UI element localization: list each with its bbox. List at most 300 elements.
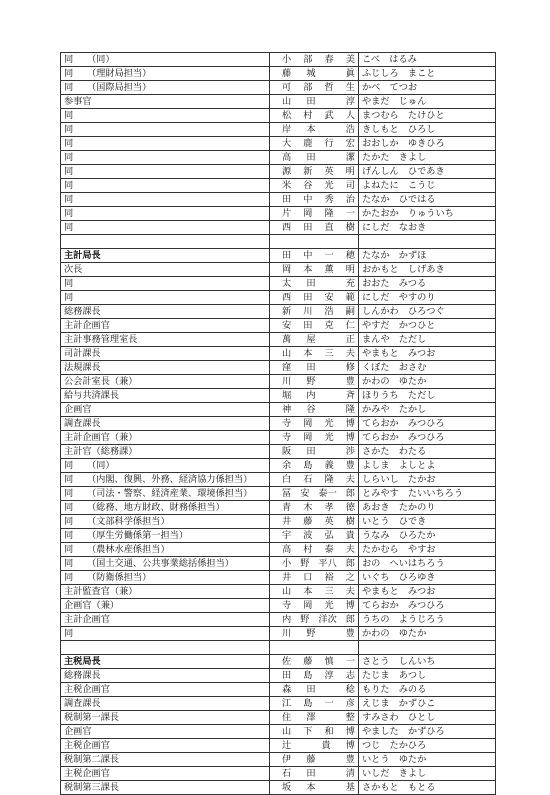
roster-row: [61, 669, 496, 683]
position-cell: 主計事務管理室長: [61, 333, 270, 347]
empty-cell: [359, 235, 496, 249]
name-char: 岡: [303, 208, 313, 219]
reading-cell: うなみ ひろたか: [359, 529, 496, 543]
name-char: 泰一: [318, 488, 337, 499]
name-characters: [270, 347, 358, 360]
name-char: 春: [324, 54, 334, 65]
position-cell: 主計局長: [61, 249, 270, 263]
name-char: 田: [282, 194, 292, 205]
name-cell: [270, 81, 359, 95]
position-cell: 調査課長: [61, 697, 270, 711]
position-cell: 同: [61, 277, 270, 291]
reading-cell: にしだ やすのり: [359, 291, 496, 305]
name-char: 源: [282, 166, 292, 177]
name-char: 夫: [345, 348, 355, 359]
name-char: 一: [345, 656, 355, 667]
name-characters: [270, 95, 358, 108]
name-char: 岡: [303, 600, 313, 611]
name-char: 島: [303, 698, 313, 709]
name-char: 夫: [345, 544, 355, 555]
name-characters: [270, 389, 358, 402]
reading-cell: たなか かずほ: [359, 249, 496, 263]
name-char: 光: [324, 180, 334, 191]
name-char: 彦: [345, 698, 355, 709]
name-char: 藤: [303, 656, 313, 667]
name-char: 辻: [282, 740, 292, 751]
reading-cell: いとう ひでき: [359, 515, 496, 529]
name-char: 大: [282, 138, 292, 149]
personnel-roster-table: [60, 52, 496, 795]
reading-cell: えじま かずひこ: [359, 697, 496, 711]
position-cell: 企画官: [61, 403, 270, 417]
name-cell: [270, 753, 359, 767]
position-cell: 主計企画官（兼）: [61, 431, 270, 445]
roster-row: [61, 501, 496, 515]
name-char: 三: [324, 586, 334, 597]
name-char: 白: [282, 474, 292, 485]
position-cell: 調査課長: [61, 417, 270, 431]
name-char: 川: [282, 628, 292, 639]
name-cell: [270, 473, 359, 487]
name-char: 内: [306, 390, 316, 401]
name-char: 郎: [345, 558, 355, 569]
name-characters: [270, 697, 358, 710]
name-characters: [270, 109, 358, 122]
name-char: 山: [282, 726, 292, 737]
name-char: 松: [282, 110, 292, 121]
position-cell: 同 （司法・警察、経済産業、環境係担当）: [61, 487, 270, 501]
name-char: 人: [345, 110, 355, 121]
position-cell: 主計官（総務課）: [61, 445, 270, 459]
reading-cell: つじ たかひろ: [359, 739, 496, 753]
name-char: 口: [303, 572, 313, 583]
name-char: 英: [324, 516, 334, 527]
name-char: 克: [324, 320, 334, 331]
name-characters: [270, 361, 358, 374]
name-characters: [270, 81, 358, 94]
name-char: 田: [306, 684, 316, 695]
name-char: 明: [345, 166, 355, 177]
name-cell: [270, 557, 359, 571]
reading-cell: かたおか りゅういち: [359, 207, 496, 221]
name-char: 川: [303, 306, 313, 317]
name-char: 夫: [345, 586, 355, 597]
name-char: 屋: [306, 334, 316, 345]
name-cell: [270, 137, 359, 151]
name-char: 野: [300, 614, 310, 625]
spacer-row: [61, 235, 496, 249]
reading-cell: やました かずひろ: [359, 725, 496, 739]
name-cell: [270, 403, 359, 417]
name-char: 範: [345, 292, 355, 303]
position-cell: 同: [61, 179, 270, 193]
name-cell: [270, 277, 359, 291]
roster-row: [61, 165, 496, 179]
name-char: 本: [303, 264, 313, 275]
name-characters: [270, 473, 358, 486]
name-char: 渉: [345, 446, 355, 457]
name-cell: [270, 95, 359, 109]
name-char: 宇: [282, 530, 292, 541]
name-characters: [270, 305, 358, 318]
roster-row: [61, 67, 496, 81]
roster-row: [61, 543, 496, 557]
name-characters: [270, 67, 358, 80]
position-cell: 税制第三課長: [61, 781, 270, 795]
name-char: 寺: [282, 600, 292, 611]
name-char: 潔: [345, 152, 355, 163]
name-char: 川: [282, 376, 292, 387]
name-cell: [270, 585, 359, 599]
name-char: 田: [282, 250, 292, 261]
roster-row: [61, 319, 496, 333]
name-char: 司: [345, 180, 355, 191]
name-cell: [270, 529, 359, 543]
empty-cell: [61, 235, 270, 249]
name-cell: [270, 459, 359, 473]
position-cell: 同: [61, 151, 270, 165]
roster-row: [61, 221, 496, 235]
empty-cell: [270, 641, 359, 655]
name-char: 淳: [324, 670, 334, 681]
reading-cell: かわの ゆたか: [359, 375, 496, 389]
name-char: 豊: [345, 460, 355, 471]
roster-row: [61, 711, 496, 725]
name-char: 藤: [282, 68, 292, 79]
position-cell: 同: [61, 627, 270, 641]
name-characters: [270, 333, 358, 346]
name-cell: [270, 361, 359, 375]
name-char: 岡: [303, 432, 313, 443]
position-cell: 同: [61, 109, 270, 123]
roster-row: [61, 473, 496, 487]
reading-cell: にしだ なおき: [359, 221, 496, 235]
position-cell: 同 （国土交通、公共事業総括係担当）: [61, 557, 270, 571]
name-characters: [270, 263, 358, 276]
name-char: 平八: [318, 558, 337, 569]
name-cell: [270, 221, 359, 235]
name-char: 部: [303, 82, 313, 93]
position-cell: 同: [61, 165, 270, 179]
reading-cell: しらいし たかお: [359, 473, 496, 487]
name-char: 岡: [303, 418, 313, 429]
position-cell: 主計企画官: [61, 613, 270, 627]
name-char: 稔: [345, 684, 355, 695]
name-char: 隆: [324, 208, 334, 219]
name-char: 岡: [282, 264, 292, 275]
name-char: 樹: [345, 516, 355, 527]
name-char: 徳: [345, 502, 355, 513]
name-characters: [270, 179, 358, 192]
name-char: 青: [282, 502, 292, 513]
name-cell: [270, 109, 359, 123]
name-char: 田: [303, 222, 313, 233]
position-cell: 同 （同）: [61, 459, 270, 473]
name-characters: [270, 151, 358, 164]
name-char: 夫: [345, 474, 355, 485]
roster-row: [61, 333, 496, 347]
roster-row: [61, 249, 496, 263]
name-cell: [270, 711, 359, 725]
name-characters: [270, 571, 358, 584]
name-char: 田: [303, 292, 313, 303]
roster-row: [61, 487, 496, 501]
roster-row: [61, 655, 496, 669]
name-cell: [270, 767, 359, 781]
name-char: 高: [282, 152, 292, 163]
reading-cell: おおしか ゆきひろ: [359, 137, 496, 151]
name-char: 博: [345, 432, 355, 443]
name-char: 英: [324, 166, 334, 177]
position-cell: 公会計室長（兼）: [61, 375, 270, 389]
name-characters: [270, 753, 358, 766]
name-characters: [270, 431, 358, 444]
name-char: 野: [300, 558, 310, 569]
reading-cell: さとう しんいち: [359, 655, 496, 669]
roster-row: [61, 95, 496, 109]
name-char: 小: [282, 558, 292, 569]
name-cell: [270, 669, 359, 683]
reading-cell: てらおか みつひろ: [359, 417, 496, 431]
roster-row: [61, 417, 496, 431]
reading-cell: たかた きよし: [359, 151, 496, 165]
name-characters: [270, 781, 358, 794]
name-char: 本: [303, 348, 313, 359]
name-char: 淳: [345, 96, 355, 107]
name-characters: [270, 403, 358, 416]
position-cell: 税制第二課長: [61, 753, 270, 767]
reading-cell: やまもと みつお: [359, 585, 496, 599]
name-char: 豊: [345, 376, 355, 387]
position-cell: 同: [61, 123, 270, 137]
name-cell: [270, 697, 359, 711]
reading-cell: もりた みのる: [359, 683, 496, 697]
name-cell: [270, 627, 359, 641]
name-char: 慎: [324, 656, 334, 667]
name-char: 堀: [282, 390, 292, 401]
name-char: 貴: [321, 740, 331, 751]
position-cell: 同 （内閣、復興、外務、経済協力係担当）: [61, 473, 270, 487]
name-char: 安: [300, 488, 310, 499]
name-char: 田: [306, 152, 316, 163]
name-char: 光: [324, 600, 334, 611]
empty-cell: [359, 641, 496, 655]
name-char: 島: [303, 460, 313, 471]
reading-cell: げんしん ひであき: [359, 165, 496, 179]
name-characters: [270, 515, 358, 528]
name-char: 正: [345, 334, 355, 345]
name-char: 行: [324, 138, 334, 149]
name-cell: [270, 515, 359, 529]
name-char: 浩: [324, 306, 334, 317]
roster-row: [61, 613, 496, 627]
name-char: 田: [306, 278, 316, 289]
name-char: 冨: [282, 488, 292, 499]
position-cell: 参事官: [61, 95, 270, 109]
name-cell: [270, 291, 359, 305]
position-cell: 同: [61, 137, 270, 151]
position-cell: 同 （農林水産係担当）: [61, 543, 270, 557]
name-char: 嗣: [345, 306, 355, 317]
name-cell: [270, 501, 359, 515]
position-cell: 企画官（兼）: [61, 599, 270, 613]
name-char: 本: [306, 782, 316, 793]
name-char: 博: [345, 418, 355, 429]
name-char: 一: [324, 698, 334, 709]
position-cell: 同: [61, 221, 270, 235]
name-cell: [270, 389, 359, 403]
position-cell: 税制第一課長: [61, 711, 270, 725]
name-char: 新: [282, 306, 292, 317]
name-cell: [270, 263, 359, 277]
reading-cell: さかた わたる: [359, 445, 496, 459]
name-characters: [270, 207, 358, 220]
reading-cell: かみや たかし: [359, 403, 496, 417]
name-char: 之: [345, 572, 355, 583]
name-cell: [270, 599, 359, 613]
reading-cell: おかもと しげあき: [359, 263, 496, 277]
name-char: 森: [282, 684, 292, 695]
name-char: 木: [303, 502, 313, 513]
reading-cell: とみやす たいいちろう: [359, 487, 496, 501]
name-characters: [270, 487, 358, 500]
position-cell: 同 （理財局担当）: [61, 67, 270, 81]
roster-row: [61, 445, 496, 459]
name-characters: [270, 683, 358, 696]
name-characters: [270, 249, 358, 262]
name-cell: [270, 347, 359, 361]
name-characters: [270, 627, 358, 640]
name-char: 高: [282, 544, 292, 555]
name-char: 田: [282, 670, 292, 681]
name-char: 藤: [303, 516, 313, 527]
name-char: 内: [282, 614, 292, 625]
roster-row: [61, 459, 496, 473]
name-characters: [270, 123, 358, 136]
name-char: 江: [282, 698, 292, 709]
name-characters: [270, 375, 358, 388]
name-char: 博: [345, 600, 355, 611]
roster-row: [61, 193, 496, 207]
name-char: 樹: [345, 222, 355, 233]
name-characters: [270, 585, 358, 598]
name-cell: [270, 739, 359, 753]
name-cell: [270, 417, 359, 431]
name-char: 田: [306, 446, 316, 457]
name-char: 弘: [324, 530, 334, 541]
name-characters: [270, 221, 358, 234]
name-char: 充: [345, 278, 355, 289]
roster-row: [61, 179, 496, 193]
roster-row: [61, 515, 496, 529]
roster-row: [61, 557, 496, 571]
name-characters: [270, 557, 358, 570]
roster-row: [61, 263, 496, 277]
name-cell: [270, 571, 359, 585]
name-char: 佐: [282, 656, 292, 667]
name-char: 余: [282, 460, 292, 471]
name-char: 村: [303, 544, 313, 555]
position-cell: 主税企画官: [61, 739, 270, 753]
name-char: 武: [324, 110, 334, 121]
name-char: 治: [345, 194, 355, 205]
position-cell: 主計企画官: [61, 319, 270, 333]
name-char: 直: [324, 222, 334, 233]
position-cell: 次長: [61, 263, 270, 277]
name-char: 一: [345, 208, 355, 219]
reading-cell: あおき たかのり: [359, 501, 496, 515]
reading-cell: くぼた おさむ: [359, 361, 496, 375]
roster-row: [61, 431, 496, 445]
reading-cell: ふじしろ まこと: [359, 67, 496, 81]
name-characters: [270, 669, 358, 682]
position-cell: 同 （総務、地方財政、財務係担当）: [61, 501, 270, 515]
name-char: 石: [282, 768, 292, 779]
position-cell: 同: [61, 207, 270, 221]
name-char: 本: [306, 124, 316, 135]
name-char: 志: [345, 670, 355, 681]
position-cell: 法規課長: [61, 361, 270, 375]
name-char: 萬: [282, 334, 292, 345]
name-cell: [270, 725, 359, 739]
reading-cell: こべ はるみ: [359, 53, 496, 67]
roster-row: [61, 739, 496, 753]
name-cell: [270, 543, 359, 557]
name-characters: [270, 529, 358, 542]
roster-row: [61, 137, 496, 151]
name-char: 岸: [282, 124, 292, 135]
name-char: 泰: [324, 544, 334, 555]
reading-cell: てらおか みつひろ: [359, 599, 496, 613]
roster-row: [61, 585, 496, 599]
name-char: 阪: [282, 446, 292, 457]
name-char: 片: [282, 208, 292, 219]
roster-row: [61, 81, 496, 95]
name-cell: [270, 319, 359, 333]
name-char: 西: [282, 292, 292, 303]
roster-row: [61, 697, 496, 711]
position-cell: 同 （防衛係担当）: [61, 571, 270, 585]
roster-row: [61, 53, 496, 67]
name-char: 隆: [324, 474, 334, 485]
name-char: 明: [345, 264, 355, 275]
name-char: 貴: [345, 530, 355, 541]
reading-cell: まんや ただし: [359, 333, 496, 347]
name-char: 修: [345, 362, 355, 373]
name-char: 孝: [324, 502, 334, 513]
position-cell: 同: [61, 193, 270, 207]
roster-row: [61, 375, 496, 389]
name-characters: [270, 711, 358, 724]
name-characters: [270, 543, 358, 556]
spacer-row: [61, 641, 496, 655]
name-characters: [270, 319, 358, 332]
name-char: 可: [282, 82, 292, 93]
name-char: 本: [303, 586, 313, 597]
name-char: 石: [303, 474, 313, 485]
name-char: 坂: [282, 782, 292, 793]
name-char: 郎: [345, 614, 355, 625]
name-char: 島: [303, 670, 313, 681]
reading-cell: まつむら たけひと: [359, 109, 496, 123]
reading-cell: すみさわ ひとし: [359, 711, 496, 725]
position-cell: 主税企画官: [61, 683, 270, 697]
name-char: 米: [282, 180, 292, 191]
name-char: 藤: [306, 754, 316, 765]
position-cell: 主税局長: [61, 655, 270, 669]
name-char: 田: [306, 96, 316, 107]
roster-row: [61, 571, 496, 585]
